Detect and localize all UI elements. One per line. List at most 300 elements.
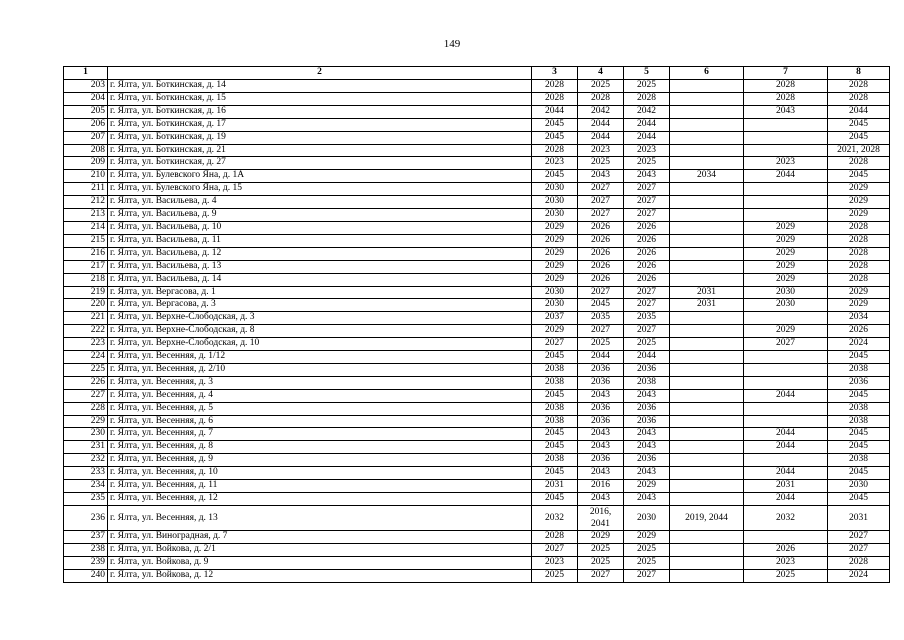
table-cell: 2045: [828, 131, 890, 144]
table-row: [64, 144, 890, 157]
table-cell: 2045: [532, 170, 578, 183]
table-cell: [670, 157, 744, 170]
table-row: [64, 260, 890, 273]
table-cell: 2029: [532, 221, 578, 234]
table-cell: 2030: [828, 480, 890, 493]
table-row: [64, 170, 890, 183]
table-cell: 2036: [828, 376, 890, 389]
table-cell: 2036: [624, 454, 670, 467]
table-row: [64, 273, 890, 286]
table-cell: 2027: [624, 325, 670, 338]
table-cell: 2045: [532, 467, 578, 480]
table-row: [64, 338, 890, 351]
table-cell: 2027: [624, 183, 670, 196]
table-cell: г. Ялта, ул. Верхне-Слободская, д. 10: [108, 338, 532, 351]
table-row: [64, 415, 890, 428]
table-cell: [670, 480, 744, 493]
table-cell: 2038: [828, 402, 890, 415]
table-row: [64, 299, 890, 312]
table-cell: г. Ялта, ул. Верхне-Слободская, д. 3: [108, 312, 532, 325]
table-row: [64, 441, 890, 454]
table-cell: 2045: [828, 467, 890, 480]
table-cell: 223: [64, 338, 108, 351]
table-cell: 2030: [532, 209, 578, 222]
table-cell: 2027: [624, 299, 670, 312]
table-cell: 2036: [578, 415, 624, 428]
table-cell: [670, 325, 744, 338]
table-cell: 2038: [532, 402, 578, 415]
table-cell: г. Ялта, ул. Весенняя, д. 12: [108, 493, 532, 506]
table-cell: г. Ялта, ул. Весенняя, д. 5: [108, 402, 532, 415]
table-cell: 2026: [624, 247, 670, 260]
table-cell: 2028: [828, 221, 890, 234]
table-cell: 231: [64, 441, 108, 454]
table-cell: 2032: [744, 505, 828, 530]
table-cell: 2027: [578, 209, 624, 222]
table-cell: 2035: [578, 312, 624, 325]
table-cell: г. Ялта, ул. Васильева, д. 11: [108, 234, 532, 247]
table-cell: [670, 247, 744, 260]
table-cell: [670, 569, 744, 582]
table-cell: 2028: [828, 556, 890, 569]
header-row: [64, 67, 890, 80]
table-cell: 2043: [578, 389, 624, 402]
table-cell: 2026: [624, 234, 670, 247]
table-cell: 2044: [624, 351, 670, 364]
table-cell: 2043: [578, 441, 624, 454]
table-cell: 2023: [744, 556, 828, 569]
table-row: [64, 209, 890, 222]
table-cell: [670, 92, 744, 105]
table-cell: 2028: [532, 530, 578, 543]
table-cell: 229: [64, 415, 108, 428]
table-cell: 2027: [578, 286, 624, 299]
table-cell: г. Ялта, ул. Верхне-Слободская, д. 8: [108, 325, 532, 338]
table-cell: 2045: [828, 351, 890, 364]
table-row: [64, 234, 890, 247]
table-cell: 2044: [744, 170, 828, 183]
table-cell: 2025: [624, 80, 670, 93]
table-cell: [670, 105, 744, 118]
table-cell: 211: [64, 183, 108, 196]
table-cell: 2038: [532, 363, 578, 376]
table-cell: 2038: [828, 415, 890, 428]
table-cell: 2044: [744, 389, 828, 402]
table-cell: [670, 260, 744, 273]
table-cell: 2025: [578, 338, 624, 351]
table-row: [64, 118, 890, 131]
table-cell: 2038: [828, 454, 890, 467]
table-cell: 2036: [578, 454, 624, 467]
table-cell: 2025: [578, 543, 624, 556]
column-header: 5: [624, 67, 670, 80]
table-cell: 2029: [532, 325, 578, 338]
table-cell: 2031: [828, 505, 890, 530]
table-cell: г. Ялта, ул. Виноградная, д. 7: [108, 530, 532, 543]
table-cell: 2024: [828, 569, 890, 582]
table-row: [64, 157, 890, 170]
table-cell: 2026: [578, 260, 624, 273]
table-cell: [744, 402, 828, 415]
table-cell: [670, 454, 744, 467]
table-cell: 2045: [532, 441, 578, 454]
table-cell: [670, 543, 744, 556]
column-header: 2: [108, 67, 532, 80]
table-cell: 220: [64, 299, 108, 312]
table-cell: 2043: [624, 428, 670, 441]
table-cell: 2037: [532, 312, 578, 325]
table-cell: [744, 196, 828, 209]
table-cell: г. Ялта, ул. Вергасова, д. 1: [108, 286, 532, 299]
table-cell: 2027: [578, 325, 624, 338]
table-row: [64, 247, 890, 260]
table-row: [64, 105, 890, 118]
table-cell: 2045: [532, 389, 578, 402]
table-cell: 2042: [578, 105, 624, 118]
table-cell: [670, 363, 744, 376]
table-cell: [670, 493, 744, 506]
table-cell: г. Ялта, ул. Васильева, д. 4: [108, 196, 532, 209]
table-cell: 2023: [532, 157, 578, 170]
table-cell: 2028: [828, 273, 890, 286]
table-cell: [670, 415, 744, 428]
table-cell: г. Ялта, ул. Булевского Яна, д. 1А: [108, 170, 532, 183]
table-cell: 219: [64, 286, 108, 299]
table-cell: 206: [64, 118, 108, 131]
table-row: [64, 286, 890, 299]
table-cell: 237: [64, 530, 108, 543]
table-cell: 2029: [744, 221, 828, 234]
table-cell: 2044: [744, 428, 828, 441]
table-cell: 2031: [532, 480, 578, 493]
table-cell: 2029: [744, 325, 828, 338]
table-cell: 2045: [532, 131, 578, 144]
table-cell: 2026: [744, 543, 828, 556]
table-cell: 215: [64, 234, 108, 247]
table-cell: 2045: [532, 428, 578, 441]
table-cell: 2027: [828, 543, 890, 556]
table-cell: 2026: [578, 273, 624, 286]
table-cell: 2025: [578, 556, 624, 569]
table-cell: 2044: [624, 131, 670, 144]
table-cell: г. Ялта, ул. Булевского Яна, д. 15: [108, 183, 532, 196]
table-cell: 2029: [532, 234, 578, 247]
table-cell: 2030: [532, 196, 578, 209]
table-cell: 2026: [624, 273, 670, 286]
table-cell: г. Ялта, ул. Боткинская, д. 14: [108, 80, 532, 93]
table-cell: 226: [64, 376, 108, 389]
table-cell: 216: [64, 247, 108, 260]
table-cell: 2044: [744, 467, 828, 480]
table-cell: [670, 312, 744, 325]
table-cell: [744, 415, 828, 428]
table-cell: г. Ялта, ул. Боткинская, д. 21: [108, 144, 532, 157]
table-row: [64, 80, 890, 93]
table-cell: 2028: [744, 92, 828, 105]
table-cell: 2044: [828, 105, 890, 118]
table-cell: 2029: [532, 260, 578, 273]
table-cell: г. Ялта, ул. Весенняя, д. 1/12: [108, 351, 532, 364]
table-cell: 2023: [624, 144, 670, 157]
table-cell: [744, 183, 828, 196]
table-cell: 2021, 2028: [828, 144, 890, 157]
table-row: [64, 402, 890, 415]
table-cell: 238: [64, 543, 108, 556]
table-cell: 2044: [624, 118, 670, 131]
table-cell: 2045: [828, 441, 890, 454]
table-cell: г. Ялта, ул. Весенняя, д. 10: [108, 467, 532, 480]
table-cell: 2026: [578, 234, 624, 247]
table-cell: 230: [64, 428, 108, 441]
table-cell: 2028: [532, 92, 578, 105]
table-cell: 2043: [624, 467, 670, 480]
table-row: [64, 221, 890, 234]
table-cell: [670, 234, 744, 247]
table-cell: [670, 530, 744, 543]
table-cell: 2043: [624, 493, 670, 506]
table-cell: 212: [64, 196, 108, 209]
table-cell: 2028: [828, 260, 890, 273]
table-cell: 2035: [624, 312, 670, 325]
table-cell: 207: [64, 131, 108, 144]
table-cell: 2025: [578, 157, 624, 170]
table-cell: 2044: [578, 131, 624, 144]
table-cell: 217: [64, 260, 108, 273]
table-cell: 2044: [578, 118, 624, 131]
table-cell: г. Ялта, ул. Весенняя, д. 6: [108, 415, 532, 428]
table-cell: 2030: [624, 505, 670, 530]
table-cell: [744, 118, 828, 131]
table-cell: 203: [64, 80, 108, 93]
table-row: [64, 543, 890, 556]
table-cell: 228: [64, 402, 108, 415]
table-cell: 2030: [744, 286, 828, 299]
table-cell: 2045: [532, 493, 578, 506]
table-cell: 2043: [578, 467, 624, 480]
table-cell: 2036: [624, 415, 670, 428]
table-cell: г. Ялта, ул. Войкова, д. 12: [108, 569, 532, 582]
table-cell: 2031: [670, 286, 744, 299]
table-row: [64, 480, 890, 493]
table-cell: 2029: [578, 530, 624, 543]
table-cell: 2025: [624, 157, 670, 170]
table-cell: [670, 338, 744, 351]
table-cell: [670, 441, 744, 454]
table-cell: 2023: [578, 144, 624, 157]
table-cell: 2044: [744, 441, 828, 454]
table-cell: 2030: [532, 299, 578, 312]
table-cell: 2045: [532, 351, 578, 364]
table-cell: 2029: [532, 247, 578, 260]
table-row: [64, 312, 890, 325]
table-cell: 2028: [578, 92, 624, 105]
table-cell: 239: [64, 556, 108, 569]
table-cell: 2029: [532, 273, 578, 286]
table-cell: 2045: [828, 389, 890, 402]
table-cell: 2028: [828, 247, 890, 260]
table-cell: [744, 131, 828, 144]
column-header: 8: [828, 67, 890, 80]
table-cell: [670, 467, 744, 480]
table-cell: 2019, 2044: [670, 505, 744, 530]
table-cell: 2029: [828, 299, 890, 312]
table-cell: 2043: [624, 389, 670, 402]
table-cell: 222: [64, 325, 108, 338]
table-cell: 221: [64, 312, 108, 325]
table-cell: 2026: [828, 325, 890, 338]
table-row: [64, 376, 890, 389]
table-cell: 2036: [578, 376, 624, 389]
table-cell: [670, 131, 744, 144]
table-row: [64, 493, 890, 506]
page-number: 149: [443, 38, 461, 50]
table-cell: 2023: [532, 556, 578, 569]
table-cell: 224: [64, 351, 108, 364]
table-cell: 2043: [624, 170, 670, 183]
table-row: [64, 569, 890, 582]
table-cell: г. Ялта, ул. Боткинская, д. 16: [108, 105, 532, 118]
table-cell: г. Ялта, ул. Весенняя, д. 8: [108, 441, 532, 454]
table-row: [64, 351, 890, 364]
column-header: 1: [64, 67, 108, 80]
table-row: [64, 467, 890, 480]
table-cell: [744, 363, 828, 376]
table-cell: 209: [64, 157, 108, 170]
table-cell: [670, 556, 744, 569]
table-cell: 2028: [744, 80, 828, 93]
table-cell: г. Ялта, ул. Боткинская, д. 15: [108, 92, 532, 105]
table-cell: 2029: [828, 286, 890, 299]
table-cell: 2016: [578, 480, 624, 493]
table-cell: 218: [64, 273, 108, 286]
table-cell: 2027: [578, 569, 624, 582]
table-cell: [670, 428, 744, 441]
table-cell: 2036: [578, 402, 624, 415]
table-cell: [670, 144, 744, 157]
table-cell: 2026: [624, 221, 670, 234]
table-cell: 2034: [828, 312, 890, 325]
table-cell: 227: [64, 389, 108, 402]
table-cell: 2030: [532, 183, 578, 196]
column-header: 6: [670, 67, 744, 80]
table-cell: 2028: [828, 157, 890, 170]
table-row: [64, 92, 890, 105]
table-cell: [744, 454, 828, 467]
table-cell: 2027: [624, 209, 670, 222]
table-row: [64, 530, 890, 543]
table-row: [64, 183, 890, 196]
table-cell: г. Ялта, ул. Весенняя, д. 9: [108, 454, 532, 467]
table-cell: 2024: [828, 338, 890, 351]
table-cell: 2043: [624, 441, 670, 454]
table-cell: 2043: [744, 105, 828, 118]
table-cell: г. Ялта, ул. Боткинская, д. 19: [108, 131, 532, 144]
table-cell: 2036: [578, 363, 624, 376]
table-cell: 204: [64, 92, 108, 105]
table-cell: 213: [64, 209, 108, 222]
table-cell: [744, 209, 828, 222]
table-cell: 2030: [532, 286, 578, 299]
column-header: 4: [578, 67, 624, 80]
table-cell: 2026: [624, 260, 670, 273]
column-header: 3: [532, 67, 578, 80]
table-cell: 2029: [624, 530, 670, 543]
table-cell: 2028: [828, 92, 890, 105]
table-cell: 2038: [828, 363, 890, 376]
table-cell: 2038: [624, 376, 670, 389]
table-cell: 2027: [624, 196, 670, 209]
table-cell: 2027: [624, 569, 670, 582]
table-cell: 2038: [532, 415, 578, 428]
table-row: [64, 556, 890, 569]
table-cell: [744, 376, 828, 389]
table-cell: [744, 144, 828, 157]
table-cell: 240: [64, 569, 108, 582]
table-cell: [744, 312, 828, 325]
data-table: [63, 66, 890, 583]
table-row: [64, 389, 890, 402]
table-cell: г. Ялта, ул. Вергасова, д. 3: [108, 299, 532, 312]
table-cell: [670, 221, 744, 234]
table-cell: 2036: [624, 402, 670, 415]
table-row: [64, 196, 890, 209]
table-cell: [744, 530, 828, 543]
table-cell: 2038: [532, 454, 578, 467]
table-cell: г. Ялта, ул. Войкова, д. 2/1: [108, 543, 532, 556]
table-cell: 2016, 2041: [578, 505, 624, 530]
table-cell: 2029: [828, 209, 890, 222]
table-cell: 2044: [578, 351, 624, 364]
table-cell: [670, 209, 744, 222]
table-cell: 2043: [578, 493, 624, 506]
table-cell: 2045: [828, 118, 890, 131]
column-header: 7: [744, 67, 828, 80]
table-cell: 235: [64, 493, 108, 506]
table-cell: [670, 351, 744, 364]
table-cell: 2045: [828, 493, 890, 506]
table-row: [64, 505, 890, 530]
table-cell: 2027: [578, 196, 624, 209]
table-cell: 2025: [578, 80, 624, 93]
table-cell: 2029: [744, 273, 828, 286]
table-cell: 225: [64, 363, 108, 376]
table-cell: г. Ялта, ул. Весенняя, д. 7: [108, 428, 532, 441]
table-cell: г. Ялта, ул. Весенняя, д. 11: [108, 480, 532, 493]
table-cell: 2027: [744, 338, 828, 351]
table-cell: 234: [64, 480, 108, 493]
table-cell: 2025: [624, 338, 670, 351]
table-cell: 2029: [744, 247, 828, 260]
table-cell: г. Ялта, ул. Васильева, д. 12: [108, 247, 532, 260]
table-cell: 2023: [744, 157, 828, 170]
table-cell: 2027: [532, 543, 578, 556]
table-row: [64, 454, 890, 467]
table-cell: 2026: [578, 247, 624, 260]
table-cell: г. Ялта, ул. Боткинская, д. 27: [108, 157, 532, 170]
table-cell: 2028: [532, 144, 578, 157]
table-row: [64, 363, 890, 376]
table-cell: г. Ялта, ул. Боткинская, д. 17: [108, 118, 532, 131]
table-cell: 2045: [828, 428, 890, 441]
table-cell: г. Ялта, ул. Весенняя, д. 13: [108, 505, 532, 530]
table-cell: 2042: [624, 105, 670, 118]
table-cell: г. Ялта, ул. Весенняя, д. 3: [108, 376, 532, 389]
table-cell: 2044: [744, 493, 828, 506]
table-cell: г. Ялта, ул. Васильева, д. 10: [108, 221, 532, 234]
table-cell: 2029: [744, 260, 828, 273]
table-cell: 2045: [578, 299, 624, 312]
table-cell: 2029: [624, 480, 670, 493]
